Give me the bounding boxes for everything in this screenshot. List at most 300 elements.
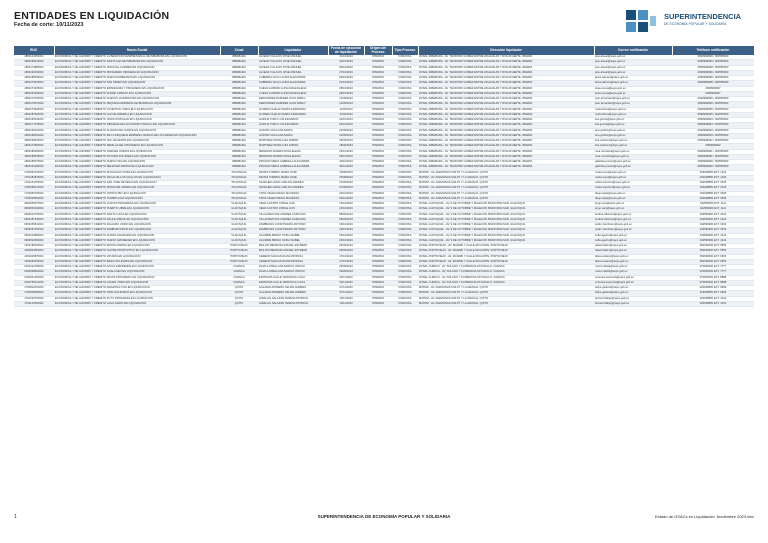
table-cell: 30/10/2023 bbox=[328, 160, 364, 165]
table-cell: INTERNO bbox=[364, 181, 392, 186]
table-cell: pedro.zambrano@seps.gob.ec bbox=[594, 223, 672, 228]
table-cell: 023948850 EXT. 1234 bbox=[672, 175, 754, 180]
footer-note: Estado de OSACs en Liquidación: Noviembre 2023.xlsx bbox=[655, 514, 754, 519]
table-cell: 072830000 EXT. 7777 bbox=[672, 270, 754, 275]
table-cell: ana.gudino@seps.gob.ec bbox=[594, 133, 672, 138]
table-cell: teresa.hidalgo@seps.gob.ec bbox=[594, 301, 672, 306]
table-cell: carlos.sanchez@seps.gob.ec bbox=[594, 186, 672, 191]
table-cell: 1890186545001 bbox=[14, 154, 54, 159]
table-cell: 13/10/2023 bbox=[328, 207, 364, 212]
table-cell: MARTÍNEZ MORA LUIS FABIÁN bbox=[258, 144, 328, 149]
table-cell: FORZOSA bbox=[392, 149, 418, 154]
table-cell: 023948850 EXT. 2345 bbox=[672, 181, 754, 186]
table-cell: 0999999994 / 062555000 bbox=[672, 118, 754, 123]
table-cell: GALARZA ROMERO FELIPE ANDRÉS bbox=[258, 291, 328, 296]
table-cell: 1890160100001 bbox=[14, 128, 54, 133]
table-cell: ECONÓMICA Y DE AHORRO Y CRÉDITO CRECER UNIDOS EN LIQUIDACIÓN bbox=[54, 149, 220, 154]
table-cell: ECONÓMICA Y DE AHORRO Y CRÉDITO PEQUEÑA EMPRESA DE IBARRA EN LIQUIDACIÓN bbox=[54, 102, 220, 107]
table-cell: ECONÓMICA Y DE AHORRO Y CRÉDITO MANTA MARINA EN LIQUIDACIÓN bbox=[54, 244, 220, 249]
table-cell: FORZOSA bbox=[392, 291, 418, 296]
page-number: 1 bbox=[14, 514, 17, 520]
table-cell: 052630000 EXT. 6666 bbox=[672, 254, 754, 259]
table-cell: CUENCA bbox=[220, 275, 258, 280]
table-cell: 01/10/2023 bbox=[328, 81, 364, 86]
table-cell: FORZOSA bbox=[392, 191, 418, 196]
table-cell: IMBABURA bbox=[220, 128, 258, 133]
table-cell: jose.alvear@seps.gob.ec bbox=[594, 65, 672, 70]
table-cell: 04/10/2023 bbox=[328, 191, 364, 196]
table-cell: INTERNO bbox=[364, 118, 392, 123]
table-cell: 22/09/2023 bbox=[328, 133, 364, 138]
table-cell: IMBABURA bbox=[220, 70, 258, 75]
table-cell: 0999999999 / 062555000 bbox=[672, 55, 754, 60]
table-cell: maria.reyes@seps.gob.ec bbox=[594, 175, 672, 180]
table-cell: 0999999993 / 062555000 bbox=[672, 133, 754, 138]
table-cell: CUENCA bbox=[220, 280, 258, 285]
table-cell: 1890182810001 bbox=[14, 133, 54, 138]
table-cell: 042599900 EXT. 4444 bbox=[672, 233, 754, 238]
table-cell: ECONÓMICA Y DE AHORRO Y CRÉDITO ESPERANZA Y PROGRESO EN LIQUIDACIÓN bbox=[54, 86, 220, 91]
table-cell: INTERNO bbox=[364, 202, 392, 207]
table-cell: ZONAL GUAYAQUIL - AV. 9 DE OCTUBRE Y MALECÓN SIMÓN BOLÍVAR, GUAYAQUIL bbox=[418, 228, 594, 233]
table-cell: 1790925680001 bbox=[14, 291, 54, 296]
table-cell: ZONAL IMBABURA - AV. TEODORO GOMEZ ENTRE ATAHUALPA Y ROCAFUERTE, IBARRA bbox=[418, 160, 594, 165]
table-cell: GUAYAQUIL bbox=[220, 233, 258, 238]
table-cell: 25/10/2023 bbox=[328, 154, 364, 159]
table-cell: 17/10/2023 bbox=[328, 259, 364, 264]
table-cell: 07/11/2023 bbox=[328, 286, 364, 291]
table-cell: 0999999993 / 062555000 bbox=[672, 128, 754, 133]
table-cell: maria.reyes@seps.gob.ec bbox=[594, 170, 672, 175]
table-cell: FORZOSA bbox=[392, 296, 418, 301]
table-cell: 023948850 EXT. 9999 bbox=[672, 286, 754, 291]
table-cell: 0999999991 / 062555000 bbox=[672, 149, 754, 154]
table-cell: 11/09/2023 bbox=[328, 107, 364, 112]
table-cell: INTERNO bbox=[364, 238, 392, 243]
table-cell: IMBABURA bbox=[220, 118, 258, 123]
table-cell: IMBABURA bbox=[220, 97, 258, 102]
table-cell: ECONÓMICA Y DE AHORRO Y CRÉDITO LA BENDICIÓN EMPRESARIAL DE IMBABURA EN LIQUIDACIÓN bbox=[54, 55, 220, 60]
table-cell: INTERNO bbox=[364, 107, 392, 112]
table-header bbox=[14, 46, 754, 55]
table-cell: GUAYAQUIL bbox=[220, 223, 258, 228]
table-cell: marco.davila@seps.gob.ec bbox=[594, 270, 672, 275]
table-cell: IMBABURA bbox=[220, 102, 258, 107]
table-cell: PICHINCHA bbox=[220, 175, 258, 180]
table-cell: 19/10/2023 bbox=[328, 228, 364, 233]
table-cell: IMBABURA bbox=[220, 112, 258, 117]
table-cell: FORZOSA bbox=[392, 160, 418, 165]
table-cell: rafael.bailon@seps.gob.ec bbox=[594, 249, 672, 254]
table-cell: 06/09/2023 bbox=[328, 249, 364, 254]
table-cell: ZONAL IMBABURA - AV. TEODORO GOMEZ ENTRE ATAHUALPA Y ROCAFUERTE, IBARRA bbox=[418, 102, 594, 107]
table-cell: felipe.galarza@seps.gob.ec bbox=[594, 291, 672, 296]
table-cell: IMBABURA bbox=[220, 165, 258, 170]
table-cell: 1890185065001 bbox=[14, 76, 54, 81]
table-cell: INTERNO bbox=[364, 280, 392, 285]
table-cell: juan.fernandez@seps.gob.ec bbox=[594, 102, 672, 107]
table-cell: CEDEÑO MACÍAS DIANA PATRICIA bbox=[258, 259, 328, 264]
table-cell: 0999999999 / 062555000 bbox=[672, 70, 754, 75]
table-cell: luisa.cueva@seps.gob.ec bbox=[594, 91, 672, 96]
table-cell: 1792957030001 bbox=[14, 191, 54, 196]
table-cell: laura.cabrera@seps.gob.ec bbox=[594, 76, 672, 81]
table-cell: 1890191280001 bbox=[14, 165, 54, 170]
table-cell: INTERNO bbox=[364, 76, 392, 81]
table-cell: IMBABURA bbox=[220, 76, 258, 81]
table-cell: INTERNO bbox=[364, 223, 392, 228]
table-cell: IMBABURA bbox=[220, 65, 258, 70]
table-cell: GUAYAQUIL bbox=[220, 207, 258, 212]
table-cell: 12/09/2023 bbox=[328, 102, 364, 107]
table-cell: IMBABURA bbox=[220, 160, 258, 165]
table-cell: 1392048150001 bbox=[14, 259, 54, 264]
table-cell: 08/09/2023 bbox=[328, 217, 364, 222]
table-cell: jorge.vera@seps.gob.ec bbox=[594, 207, 672, 212]
table-cell: diana.cedeno@seps.gob.ec bbox=[594, 259, 672, 264]
table-cell: GUAYAQUIL bbox=[220, 217, 258, 222]
table-cell: 052630000 EXT. 5555 bbox=[672, 249, 754, 254]
table-cell: FORZOSA bbox=[392, 81, 418, 86]
table-cell: andrea.villacres@seps.gob.ec bbox=[594, 217, 672, 222]
table-cell: 29/09/2023 bbox=[328, 270, 364, 275]
table-cell: 06/09/2023 bbox=[328, 244, 364, 249]
table-cell: ECONÓMICA Y DE AHORRO Y CRÉDITO VALLE DE LOS CHILLOS EN LIQUIDACIÓN bbox=[54, 175, 220, 180]
table-cell: ZONAL IMBABURA - AV. TEODORO GOMEZ ENTRE ATAHUALPA Y ROCAFUERTE, IBARRA bbox=[418, 112, 594, 117]
table-cell: ZONAL IMBABURA - AV. TEODORO GOMEZ ENTRE ATAHUALPA Y ROCAFUERTE, IBARRA bbox=[418, 81, 594, 86]
table-cell: FORZOSA bbox=[392, 223, 418, 228]
table-cell: MATRIZ - AV. AMAZONAS N32-87 Y LA GRANJA, QUITO bbox=[418, 181, 594, 186]
table-cell: GARCÍA TORO LUIS EDUARDO bbox=[258, 118, 328, 123]
table-cell: GUAYAQUIL bbox=[220, 202, 258, 207]
table-cell: INTERNO bbox=[364, 65, 392, 70]
table-cell: maria.flores@seps.gob.ec bbox=[594, 107, 672, 112]
table-cell: 26/10/2023 bbox=[328, 233, 364, 238]
table-cell: FORZOSA bbox=[392, 212, 418, 217]
table-cell: TAPIA VÉLEZ DIEGO MAURICIO bbox=[258, 191, 328, 196]
table-cell: 02/11/2023 bbox=[328, 275, 364, 280]
table-cell: TAPIA VÉLEZ DIEGO MAURICIO bbox=[258, 196, 328, 201]
table-cell: FORZOSA bbox=[392, 270, 418, 275]
table-cell: MATRIZ - AV. AMAZONAS N32-87 Y LA GRANJA, QUITO bbox=[418, 296, 594, 301]
table-cell: ana.gudino@seps.gob.ec bbox=[594, 128, 672, 133]
table-cell: 072830000 EXT. 8888 bbox=[672, 280, 754, 285]
table-cell: INTERNO bbox=[364, 259, 392, 264]
table-cell: PORTOVIEJO bbox=[220, 249, 258, 254]
table-cell: 04/10/2023 bbox=[328, 196, 364, 201]
table-cell: 1793045660001 bbox=[14, 196, 54, 201]
table-cell: ZONAL IMBABURA - AV. TEODORO GOMEZ ENTRE ATAHUALPA Y ROCAFUERTE, IBARRA bbox=[418, 139, 594, 144]
table-cell: 1790812450001 bbox=[14, 286, 54, 291]
table-cell: GUDIÑO VACA ANA MARÍA bbox=[258, 128, 328, 133]
table-cell: INTERNO bbox=[364, 160, 392, 165]
table-cell: 1391834560001 bbox=[14, 249, 54, 254]
table-cell: FORZOSA bbox=[392, 55, 418, 60]
table-cell: ECONÓMICA Y DE AHORRO Y CRÉDITO LUZ DE AMÉRICA EN LIQUIDACIÓN bbox=[54, 112, 220, 117]
table-cell: 27/10/2023 bbox=[328, 70, 364, 75]
table-cell: PORTOVIEJO bbox=[220, 244, 258, 249]
seps-logo bbox=[624, 6, 754, 36]
table-cell: ZONAL PORTOVIEJO - AV. MANABÍ Y CALLE RICAURTE, PORTOVIEJO bbox=[418, 254, 594, 259]
table-cell: teresa.hidalgo@seps.gob.ec bbox=[594, 296, 672, 301]
table-cell: 042599900 EXT. 2222 bbox=[672, 212, 754, 217]
table-cell: 12/09/2023 bbox=[328, 97, 364, 102]
table-cell: ECONÓMICA Y DE AHORRO Y CRÉDITO SEMILLA DEL PROGRESO EN LIQUIDACIÓN bbox=[54, 144, 220, 149]
table-cell: 1791147820001 bbox=[14, 301, 54, 306]
table-cell: ZONAL GUAYAQUIL - AV. 9 DE OCTUBRE Y MALECÓN SIMÓN BOLÍVAR, GUAYAQUIL bbox=[418, 217, 594, 222]
table-cell: FORZOSA bbox=[392, 170, 418, 175]
table-cell: BAILÓN MENDOZA RAFAEL ESTEBAN bbox=[258, 249, 328, 254]
table-cell: 0190412780001 bbox=[14, 265, 54, 270]
table-cell: IMBABURA bbox=[220, 86, 258, 91]
table-cell: ECONÓMICA Y DE AHORRO Y CRÉDITO DAULE CRECE EN LIQUIDACIÓN bbox=[54, 217, 220, 222]
table-cell: rafael.bailon@seps.gob.ec bbox=[594, 244, 672, 249]
table-cell: gabriela.proano@seps.gob.ec bbox=[594, 165, 672, 170]
table-cell: 31/10/2023 bbox=[328, 55, 364, 60]
column-header: RUC bbox=[14, 46, 54, 55]
table-cell: 13/10/2023 bbox=[328, 202, 364, 207]
table-cell: 1890173650001 bbox=[14, 144, 54, 149]
table-cell: ZONAL IMBABURA - AV. TEODORO GOMEZ ENTRE ATAHUALPA Y ROCAFUERTE, IBARRA bbox=[418, 91, 594, 96]
table-cell: FORZOSA bbox=[392, 202, 418, 207]
table-cell: 072830000 EXT. 8888 bbox=[672, 275, 754, 280]
table-cell: 1890177245001 bbox=[14, 123, 54, 128]
table-cell: 08/09/2023 bbox=[328, 212, 364, 217]
column-header: Correo notificación bbox=[594, 46, 672, 55]
table-cell: 1791036790001 bbox=[14, 296, 54, 301]
table-cell: marco.davila@seps.gob.ec bbox=[594, 265, 672, 270]
table-cell: FORZOSA bbox=[392, 133, 418, 138]
table-cell: 0190755410001 bbox=[14, 280, 54, 285]
table-cell: INTERNO bbox=[364, 128, 392, 133]
table-cell: jose.alvear@seps.gob.ec bbox=[594, 55, 672, 60]
table-cell: INTERNO bbox=[364, 291, 392, 296]
table-cell: VILLACRÉS PAZ ANDREA CAROLINA bbox=[258, 217, 328, 222]
table-cell: PICHINCHA bbox=[220, 186, 258, 191]
table-cell: GARCÍA TORO LUIS EDUARDO bbox=[258, 123, 328, 128]
table-cell: ECONÓMICA Y DE AHORRO Y CRÉDITO UNIÓN EL CARMEN EN LIQUIDACIÓN bbox=[54, 65, 220, 70]
table-cell: INTERNO bbox=[364, 123, 392, 128]
table-cell: INTERNO bbox=[364, 186, 392, 191]
table-body bbox=[14, 55, 754, 307]
column-header: Origen del Proceso bbox=[364, 46, 392, 55]
table-cell: VERA CASTRO JORGE LUIS bbox=[258, 202, 328, 207]
table-cell: 0992650970001 bbox=[14, 202, 54, 207]
table-cell: FORZOSA bbox=[392, 91, 418, 96]
table-cell: FLORES CHALÁN MARÍA FERNANDA bbox=[258, 112, 328, 117]
table-cell: 1890180265001 bbox=[14, 149, 54, 154]
table-cell: ECONÓMICA Y DE AHORRO Y CRÉDITO INDÍGENA DEL ECUADOR OTAVALO EN LIQUIDACIÓN bbox=[54, 123, 220, 128]
table-cell: 052630000 EXT. 6666 bbox=[672, 259, 754, 264]
table-cell: INTERNO bbox=[364, 254, 392, 259]
table-cell: 1890165330001 bbox=[14, 118, 54, 123]
table-cell: 023948850 EXT. 2345 bbox=[672, 186, 754, 191]
table-cell: ZONAL IMBABURA - AV. TEODORO GOMEZ ENTRE ATAHUALPA Y ROCAFUERTE, IBARRA bbox=[418, 60, 594, 65]
table-cell: ZONAL GUAYAQUIL - AV. 9 DE OCTUBRE Y MALECÓN SIMÓN BOLÍVAR, GUAYAQUIL bbox=[418, 233, 594, 238]
table-cell: 1790964160001 bbox=[14, 170, 54, 175]
table-row bbox=[14, 301, 754, 306]
column-header: Fecha de ejecución de liquidación bbox=[328, 46, 364, 55]
table-cell: CEDEÑO MACÍAS DIANA PATRICIA bbox=[258, 254, 328, 259]
table-cell: 1890159415001 bbox=[14, 60, 54, 65]
table-cell: 0999999996 / 062555000 bbox=[672, 102, 754, 107]
table-cell: 21/09/2023 bbox=[328, 181, 364, 186]
table-cell: VERA CASTRO JORGE LUIS bbox=[258, 207, 328, 212]
table-cell: 023948850 EXT. 3456 bbox=[672, 196, 754, 201]
table-cell: FORZOSA bbox=[392, 123, 418, 128]
table-cell: INTERNO bbox=[364, 270, 392, 275]
table-cell: ESPINOZA CALLE VERÓNICA LUCÍA bbox=[258, 280, 328, 285]
table-cell: INTERNO bbox=[364, 154, 392, 159]
table-cell: 1890144350001 bbox=[14, 55, 54, 60]
table-cell: GUAYAQUIL bbox=[220, 238, 258, 243]
table-cell: 023948850 EXT. 1010 bbox=[672, 301, 754, 306]
table-cell: 0993012760001 bbox=[14, 212, 54, 217]
table-cell: 0993522690001 bbox=[14, 238, 54, 243]
table-cell: diana.cedeno@seps.gob.ec bbox=[594, 254, 672, 259]
logo-name: SUPERINTENDENCIA bbox=[664, 12, 742, 21]
table-cell: 15/08/2023 bbox=[328, 175, 364, 180]
table-cell: INTERNO bbox=[364, 228, 392, 233]
table-cell: CABRERA VACA LAURA ALEJANDRA bbox=[258, 76, 328, 81]
table-cell: QUITO bbox=[220, 301, 258, 306]
table-cell: 1890189075001 bbox=[14, 160, 54, 165]
table-cell: pedro.zambrano@seps.gob.ec bbox=[594, 228, 672, 233]
table-cell: luis.garcia@seps.gob.ec bbox=[594, 118, 672, 123]
table-cell: ZONAL IMBABURA - AV. TEODORO GOMEZ ENTRE ATAHUALPA Y ROCAFUERTE, IBARRA bbox=[418, 118, 594, 123]
table-cell: INTERNO bbox=[364, 91, 392, 96]
table-cell: AGUIRRE BRAVO SOFÍA ISABEL bbox=[258, 233, 328, 238]
table-cell: 0999999991 / 062555000 bbox=[672, 154, 754, 159]
table-cell: ECONÓMICA Y DE AHORRO Y CRÉDITO SANTA ANA DE IMBABURA EN LIQUIDACIÓN bbox=[54, 60, 220, 65]
table-cell: ECONÓMICA Y DE AHORRO Y CRÉDITO DE LA PEQUEÑA EMPRESA GRANJA DE LOS ANDES EN LIQUIDACIÓN bbox=[54, 133, 220, 138]
table-cell: ZONAL IMBABURA - AV. TEODORO GOMEZ ENTRE ATAHUALPA Y ROCAFUERTE, IBARRA bbox=[418, 70, 594, 75]
table-cell: 042599900 EXT. 1111 bbox=[672, 202, 754, 207]
table-cell: ECONÓMICA Y DE AHORRO Y CRÉDITO AZUAY EMPRENDE EN LIQUIDACIÓN bbox=[54, 265, 220, 270]
table-cell: SÁNCHEZ LEÓN CARLOS ANDRÉS bbox=[258, 181, 328, 186]
table-cell: 0993367250001 bbox=[14, 228, 54, 233]
table-cell: 1792468410001 bbox=[14, 186, 54, 191]
liquidation-table bbox=[14, 46, 755, 307]
table-cell: PROAÑO MENA GABRIELA ALEJANDRA bbox=[258, 160, 328, 165]
table-cell: ECONÓMICA Y DE AHORRO Y CRÉDITO GUAYAS PROGRESA EN LIQUIDACIÓN bbox=[54, 202, 220, 207]
table-cell: 0999999998 / 062555000 bbox=[672, 76, 754, 81]
cutoff-date: Fecha de corte: 10/11/2023 bbox=[14, 22, 84, 28]
table-cell: FORZOSA bbox=[392, 181, 418, 186]
table-cell: 042599900 EXT. 3333 bbox=[672, 223, 754, 228]
table-cell: 18/09/2023 bbox=[328, 144, 364, 149]
table-cell: FORZOSA bbox=[392, 70, 418, 75]
table-cell: gabriela.proano@seps.gob.ec bbox=[594, 160, 672, 165]
table-cell: ZONAL IMBABURA - AV. TEODORO GOMEZ ENTRE ATAHUALPA Y ROCAFUERTE, IBARRA bbox=[418, 149, 594, 154]
table-cell: MENDOZA RIVERA ROSA ELENA bbox=[258, 149, 328, 154]
table-cell: ECONÓMICA Y DE AHORRO Y CRÉDITO FUTURO SOLIDARIO EN LIQUIDACIÓN bbox=[54, 154, 220, 159]
table-cell: ZONAL IMBABURA - AV. TEODORO GOMEZ ENTRE ATAHUALPA Y ROCAFUERTE, IBARRA bbox=[418, 55, 594, 60]
table-cell: 1791281840001 bbox=[14, 175, 54, 180]
table-cell: ECONÓMICA Y DE AHORRO Y CRÉDITO JIPIJAPA EN LIQUIDACIÓN bbox=[54, 254, 220, 259]
table-cell: diego.tapia@seps.gob.ec bbox=[594, 191, 672, 196]
table-cell: ECONÓMICA Y DE AHORRO Y CRÉDITO CHONE PRODUCTIVO EN LIQUIDACIÓN bbox=[54, 249, 220, 254]
table-cell: ZONAL IMBABURA - AV. TEODORO GOMEZ ENTRE ATAHUALPA Y ROCAFUERTE, IBARRA bbox=[418, 123, 594, 128]
table-cell: 0999999998 / 062555000 bbox=[672, 81, 754, 86]
table-cell: ZONAL IMBABURA - AV. TEODORO GOMEZ ENTRE ATAHUALPA Y ROCAFUERTE, IBARRA bbox=[418, 65, 594, 70]
table-cell: QUITO bbox=[220, 296, 258, 301]
table-cell: INTERNO bbox=[364, 301, 392, 306]
table-cell: MENDOZA RIVERA ROSA ELENA bbox=[258, 154, 328, 159]
table-cell: PICHINCHA bbox=[220, 181, 258, 186]
table-cell: 29/09/2023 bbox=[328, 265, 364, 270]
table-cell: INTERNO bbox=[364, 275, 392, 280]
table-cell: DÁVILA ORELLANA MARCO VINICIO bbox=[258, 265, 328, 270]
table-cell: IMBABURA bbox=[220, 81, 258, 86]
table-cell: ZAMBRANO LOOR PEDRO ANTONIO bbox=[258, 228, 328, 233]
table-cell: 042599900 EXT. 1111 bbox=[672, 207, 754, 212]
table-cell: 17/10/2023 bbox=[328, 254, 364, 259]
table-cell: INTERNO bbox=[364, 191, 392, 196]
table-cell: ZONAL IMBABURA - AV. TEODORO GOMEZ ENTRE ATAHUALPA Y ROCAFUERTE, IBARRA bbox=[418, 133, 594, 138]
table-cell: 0999999999 / 062555000 bbox=[672, 60, 754, 65]
table-cell: ZONAL GUAYAQUIL - AV. 9 DE OCTUBRE Y MALECÓN SIMÓN BOLÍVAR, GUAYAQUIL bbox=[418, 202, 594, 207]
column-header: Liquidador bbox=[258, 46, 328, 55]
table-cell: FORZOSA bbox=[392, 139, 418, 144]
table-cell: ZONAL IMBABURA - AV. TEODORO GOMEZ ENTRE ATAHUALPA Y ROCAFUERTE, IBARRA bbox=[418, 97, 594, 102]
table-cell: PICHINCHA bbox=[220, 191, 258, 196]
table-cell: ECONÓMICA Y DE AHORRO Y CRÉDITO MILAGRO UNIDO EN LIQUIDACIÓN bbox=[54, 223, 220, 228]
logo-mark-icon bbox=[624, 6, 660, 36]
table-cell: FORZOSA bbox=[392, 128, 418, 133]
table-cell: 1890176970001 bbox=[14, 102, 54, 107]
table-cell: IMBABURA bbox=[220, 60, 258, 65]
table-cell: 0999999992 bbox=[672, 144, 754, 149]
table-cell: MATRIZ - AV. AMAZONAS N32-87 Y LA GRANJA, QUITO bbox=[418, 186, 594, 191]
table-cell: CUENCA bbox=[220, 270, 258, 275]
table-cell: ECONÓMICA Y DE AHORRO Y CRÉDITO CUMBAYÁ EN LIQUIDACIÓN bbox=[54, 196, 220, 201]
table-cell: INTERNO bbox=[364, 60, 392, 65]
table-cell: CUENCA bbox=[220, 265, 258, 270]
table-cell: sofia.aguirre@seps.gob.ec bbox=[594, 238, 672, 243]
table-cell: 042599900 EXT. 4444 bbox=[672, 238, 754, 243]
table-cell: 18/09/2023 bbox=[328, 139, 364, 144]
table-cell: 10/11/2023 bbox=[328, 296, 364, 301]
table-cell: 0992845190001 bbox=[14, 207, 54, 212]
table-cell: FORZOSA bbox=[392, 107, 418, 112]
table-cell: ECONÓMICA Y DE AHORRO Y CRÉDITO NUEVA ESPERANZA EN LIQUIDACIÓN bbox=[54, 76, 220, 81]
table-cell: ZONAL CUENCA - AV. SOLANO Y FLORENCIA ASTUDILLO, CUENCA bbox=[418, 280, 594, 285]
table-cell: IMBABURA bbox=[220, 149, 258, 154]
table-cell: PORTOVIEJO bbox=[220, 259, 258, 264]
table-cell: ZONAL CUENCA - AV. SOLANO Y FLORENCIA ASTUDILLO, CUENCA bbox=[418, 270, 594, 275]
table-cell: 023948850 EXT. 3456 bbox=[672, 191, 754, 196]
column-header: Zonal bbox=[220, 46, 258, 55]
table-cell: FERNÁNDEZ RAMÍREZ JUAN PABLO bbox=[258, 102, 328, 107]
column-header: Teléfono notificación bbox=[672, 46, 754, 55]
table-cell: luis.garcia@seps.gob.ec bbox=[594, 123, 672, 128]
table-cell: 1890168425001 bbox=[14, 139, 54, 144]
table-cell: 03/10/2023 bbox=[328, 123, 364, 128]
table-cell: INTERNO bbox=[364, 112, 392, 117]
table-cell: INTERNO bbox=[364, 170, 392, 175]
table-cell: 0190538920001 bbox=[14, 270, 54, 275]
table-cell: ZONAL CUENCA - AV. SOLANO Y FLORENCIA ASTUDILLO, CUENCA bbox=[418, 275, 594, 280]
table-cell: FORZOSA bbox=[392, 65, 418, 70]
table-cell: andrea.villacres@seps.gob.ec bbox=[594, 212, 672, 217]
table-cell: FORZOSA bbox=[392, 249, 418, 254]
table-cell: 07/11/2023 bbox=[328, 291, 364, 296]
table-cell: ECONÓMICA Y DE AHORRO Y CRÉDITO SAN PEDRO EN LIQUIDACIÓN bbox=[54, 81, 220, 86]
table-cell: ZONAL IMBABURA - AV. TEODORO GOMEZ ENTRE ATAHUALPA Y ROCAFUERTE, IBARRA bbox=[418, 128, 594, 133]
table-cell: 15/08/2023 bbox=[328, 170, 364, 175]
table-cell: veronica.espinoza@seps.gob.ec bbox=[594, 280, 672, 285]
